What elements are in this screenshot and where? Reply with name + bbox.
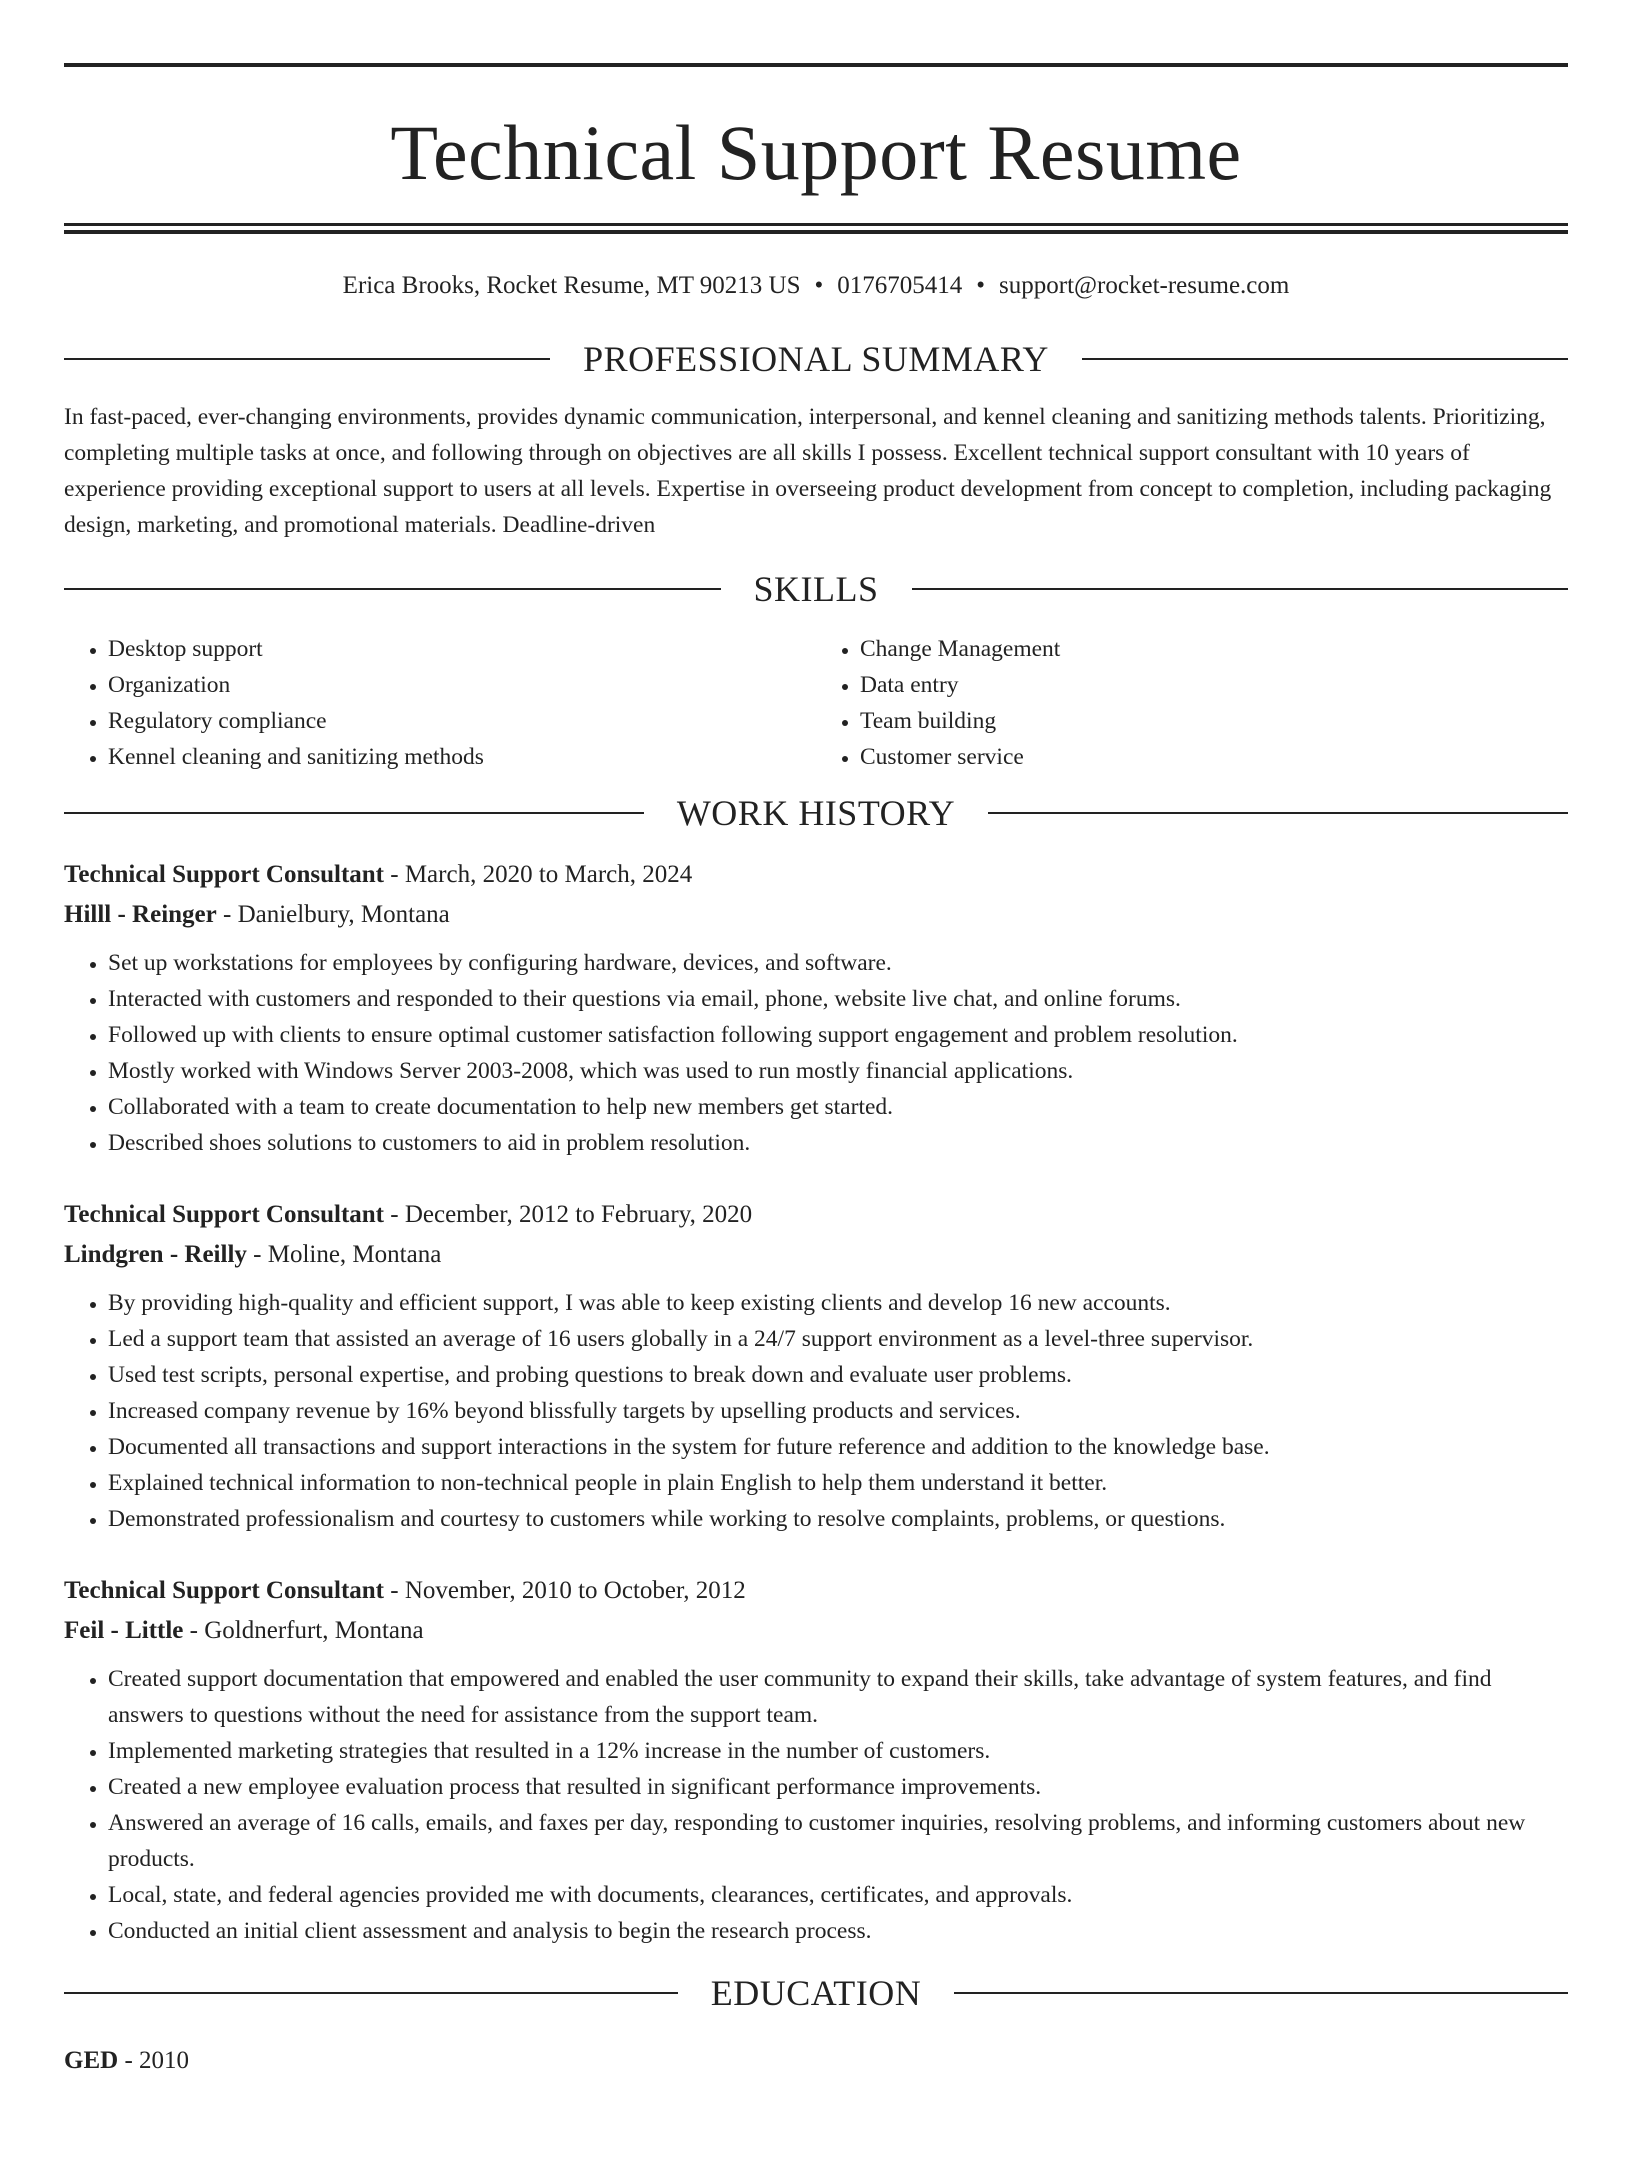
job-entry	[64, 855, 1568, 1161]
skill-item: • Desktop support	[108, 631, 816, 667]
heading-rule-left	[64, 358, 550, 360]
heading-rule-left	[64, 812, 644, 814]
job-title-line	[64, 1571, 1568, 1611]
job-bullet: • By providing high-quality and efficient support, I was able to keep existing clients and develop 16 new accounts.	[108, 1285, 1568, 1321]
resume-page	[0, 63, 1632, 2175]
work-section-heading	[64, 791, 1568, 835]
skill-item: • Team building	[860, 703, 1568, 739]
job-bullet: • Answered an average of 16 calls, emails, and faxes per day, responding to customer inquiries, resolving problems, and informing customers about new products.	[108, 1805, 1568, 1877]
job-title: Technical Support Consultant	[64, 1576, 384, 1604]
job-bullet: • Interacted with customers and responded to their questions via email, phone, website live chat, and online forums.	[108, 981, 1568, 1017]
title-double-rule	[64, 223, 1568, 234]
summary-section-heading	[64, 337, 1568, 381]
education-entry	[64, 2041, 1568, 2081]
job-bullet: • Documented all transactions and support interactions in the system for future reference and addition to the knowledge base.	[108, 1429, 1568, 1465]
job-title: Technical Support Consultant	[64, 860, 384, 888]
heading-rule-left	[64, 1992, 678, 1994]
skill-item: • Change Management	[860, 631, 1568, 667]
job-bullet: • Conducted an initial client assessment and analysis to begin the research process.	[108, 1913, 1568, 1949]
job-location: - Moline, Montana	[253, 1240, 442, 1268]
job-bullet: • Collaborated with a team to create documentation to help new members get started.	[108, 1089, 1568, 1125]
contact-separator: •	[814, 272, 824, 299]
skill-item: • Data entry	[860, 667, 1568, 703]
job-company: Feil - Little	[64, 1616, 184, 1644]
job-bullet: • Implemented marketing strategies that resulted in a 12% increase in the number of customers.	[108, 1733, 1568, 1769]
job-bullet: • Followed up with clients to ensure optimal customer satisfaction following support engagement and problem resolution.	[108, 1017, 1568, 1053]
job-dates: - December, 2012 to February, 2020	[390, 1200, 753, 1228]
document-title: Technical Support Resume	[390, 109, 1242, 196]
job-company-line	[64, 895, 1568, 935]
top-rule	[64, 63, 1568, 67]
job-entry	[64, 1571, 1568, 1949]
job-bullet: • Demonstrated professionalism and courtesy to customers while working to resolve complaints, problems, or questions.	[108, 1501, 1568, 1537]
heading-rule-left	[64, 588, 721, 590]
skill-item: • Regulatory compliance	[108, 703, 816, 739]
skill-item: • Kennel cleaning and sanitizing methods	[108, 739, 816, 775]
skills-section-heading	[64, 567, 1568, 611]
education-degree: GED	[64, 2046, 119, 2074]
job-bullet: • Led a support team that assisted an average of 16 users globally in a 24/7 support environment as a level-three supervisor.	[108, 1321, 1568, 1357]
job-company-line	[64, 1611, 1568, 1651]
heading-rule-right	[1082, 358, 1568, 360]
skill-item: • Customer service	[860, 739, 1568, 775]
job-company-line	[64, 1235, 1568, 1275]
job-dates: - November, 2010 to October, 2012	[390, 1576, 746, 1604]
skills-heading-label: SKILLS	[753, 568, 879, 609]
job-dates: - March, 2020 to March, 2024	[390, 860, 693, 888]
contact-address: Erica Brooks, Rocket Resume, MT 90213 US	[342, 272, 801, 299]
job-location: - Danielbury, Montana	[223, 900, 450, 928]
job-entry	[64, 1195, 1568, 1537]
summary-heading-label: PROFESSIONAL SUMMARY	[583, 339, 1049, 379]
skills-column-left	[64, 631, 816, 775]
job-location: - Goldnerfurt, Montana	[189, 1616, 424, 1644]
job-bullet: • Created a new employee evaluation process that resulted in significant performance improvements.	[108, 1769, 1568, 1805]
job-title: Technical Support Consultant	[64, 1200, 384, 1228]
heading-rule-right	[912, 588, 1569, 590]
job-bullet: • Used test scripts, personal expertise, and probing questions to break down and evaluate user problems.	[108, 1357, 1568, 1393]
summary-paragraph: In fast-paced, ever-changing environments, provides dynamic communication, interpersonal, and kennel cleaning and sanitizing methods talents. Prioritizing, completing multiple tasks at once, and following through on objectives are all skills I possess. Excellent technical support consultant with 10 years of experience providing exceptional support to users at all levels. Expertise in overseeing product development from concept to completion, including packaging design, marketing, and promotional materials. Deadline-driven	[64, 404, 1552, 538]
job-bullets	[64, 1661, 1568, 1949]
job-bullet: • Described shoes solutions to customers to aid in problem resolution.	[108, 1125, 1568, 1161]
skills-list	[64, 631, 1568, 775]
job-bullet: • Created support documentation that empowered and enabled the user community to expand their skills, take advantage of system features, and find answers to questions without the need for assistance from the support team.	[108, 1661, 1568, 1733]
heading-rule-right	[988, 812, 1568, 814]
job-company: Lindgren - Reilly	[64, 1240, 247, 1268]
education-year: - 2010	[124, 2046, 190, 2074]
job-bullets	[64, 1285, 1568, 1537]
job-bullets	[64, 945, 1568, 1161]
contact-email[interactable]: support@rocket-resume.com	[999, 272, 1290, 299]
contact-separator: •	[976, 272, 986, 299]
job-bullet: • Mostly worked with Windows Server 2003-2008, which was used to run mostly financial applications.	[108, 1053, 1568, 1089]
education-heading-label: EDUCATION	[710, 1972, 922, 2013]
job-bullet: • Explained technical information to non-technical people in plain English to help them understand it better.	[108, 1465, 1568, 1501]
skills-column-right	[816, 631, 1568, 775]
contact-line	[64, 269, 1568, 303]
job-title-line	[64, 855, 1568, 895]
job-title-line	[64, 1195, 1568, 1235]
skill-item: • Organization	[108, 667, 816, 703]
job-company: Hilll - Reinger	[64, 900, 217, 928]
work-heading-label: WORK HISTORY	[676, 792, 956, 833]
education-section-heading	[64, 1971, 1568, 2015]
job-bullet: • Local, state, and federal agencies provided me with documents, clearances, certificates, and approvals.	[108, 1877, 1568, 1913]
job-bullet: • Set up workstations for employees by configuring hardware, devices, and software.	[108, 945, 1568, 981]
contact-phone: 0176705414	[837, 272, 963, 299]
job-bullet: • Increased company revenue by 16% beyond blissfully targets by upselling products and services.	[108, 1393, 1568, 1429]
heading-rule-right	[954, 1992, 1568, 1994]
